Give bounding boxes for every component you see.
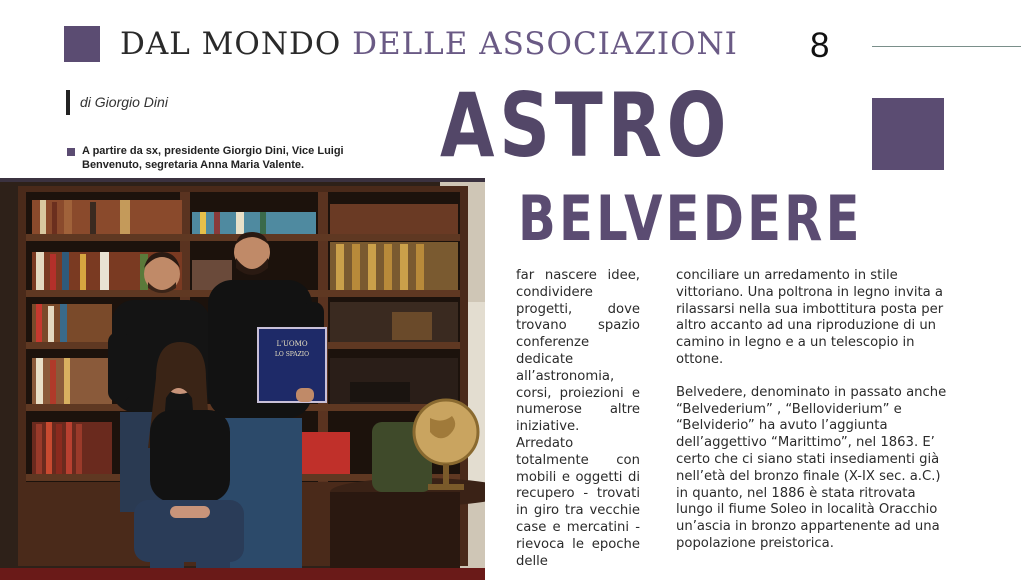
book-title-line1: L'UOMO: [276, 340, 308, 348]
book-title-line2: LO SPAZIO: [274, 351, 310, 358]
headline-belvedere: BELVEDERE: [518, 182, 863, 255]
section-title-purple: DELLE ASSOCIAZIONI: [352, 26, 738, 62]
header-square: [64, 26, 100, 62]
caption-square-icon: [67, 148, 75, 156]
decorative-square: [872, 98, 944, 170]
photo-caption: A partire da sx, presidente Giorgio Dini, Vice Luigi Benvenuto, segretaria Anna Maria Valente.: [82, 145, 344, 171]
byline: di Giorgio Dini: [80, 94, 168, 110]
headline-astro: ASTRO: [440, 74, 732, 177]
section-title: [120, 22, 738, 66]
article-column-2: [676, 268, 948, 553]
group-photo: [0, 178, 485, 580]
column1-text: far nascere idee, condividere progetti, dove trovano spazio conferenze dedicate all’astronomia, corsi, proiezioni e numerose altre iniziative. Arredato totalmente con mobili e oggetti di recupero - trovati in giro tra vecchie case e mercatini - rievoca le epoche delle: [516, 268, 640, 569]
byline-bar: [66, 90, 70, 115]
section-title-dark: DAL MONDO: [120, 26, 342, 62]
article-column-1: [516, 268, 640, 570]
header-rule: [872, 46, 1021, 47]
column2-paragraph-2: Belvedere, denominato in passato anche “Belvederium” , “Belloviderium” e “Belviderio” ha avuto l’aggiunta dell’aggettivo “Marittimo”, nel 1863. E’ certo che ci siano stati insediamenti già nell’età del bronzo finale (X-IX sec. a.C.) in quanto, nel 1886 è stata ritrovata lungo il fiume Soleo in località Oracchio un’ascia in bronzo appartenente ad una popolazione preistorica.: [676, 384, 947, 551]
page-number: 8: [810, 26, 830, 65]
column2-paragraph-1: conciliare un arredamento in stile vittoriano. Una poltrona in legno invita a rilassarsi nella sua imbottitura posta per altro accanto ad una riproduzione di un camino in legno e a un telescopio in ottone.: [676, 268, 944, 367]
photo-illustration: [0, 182, 485, 580]
